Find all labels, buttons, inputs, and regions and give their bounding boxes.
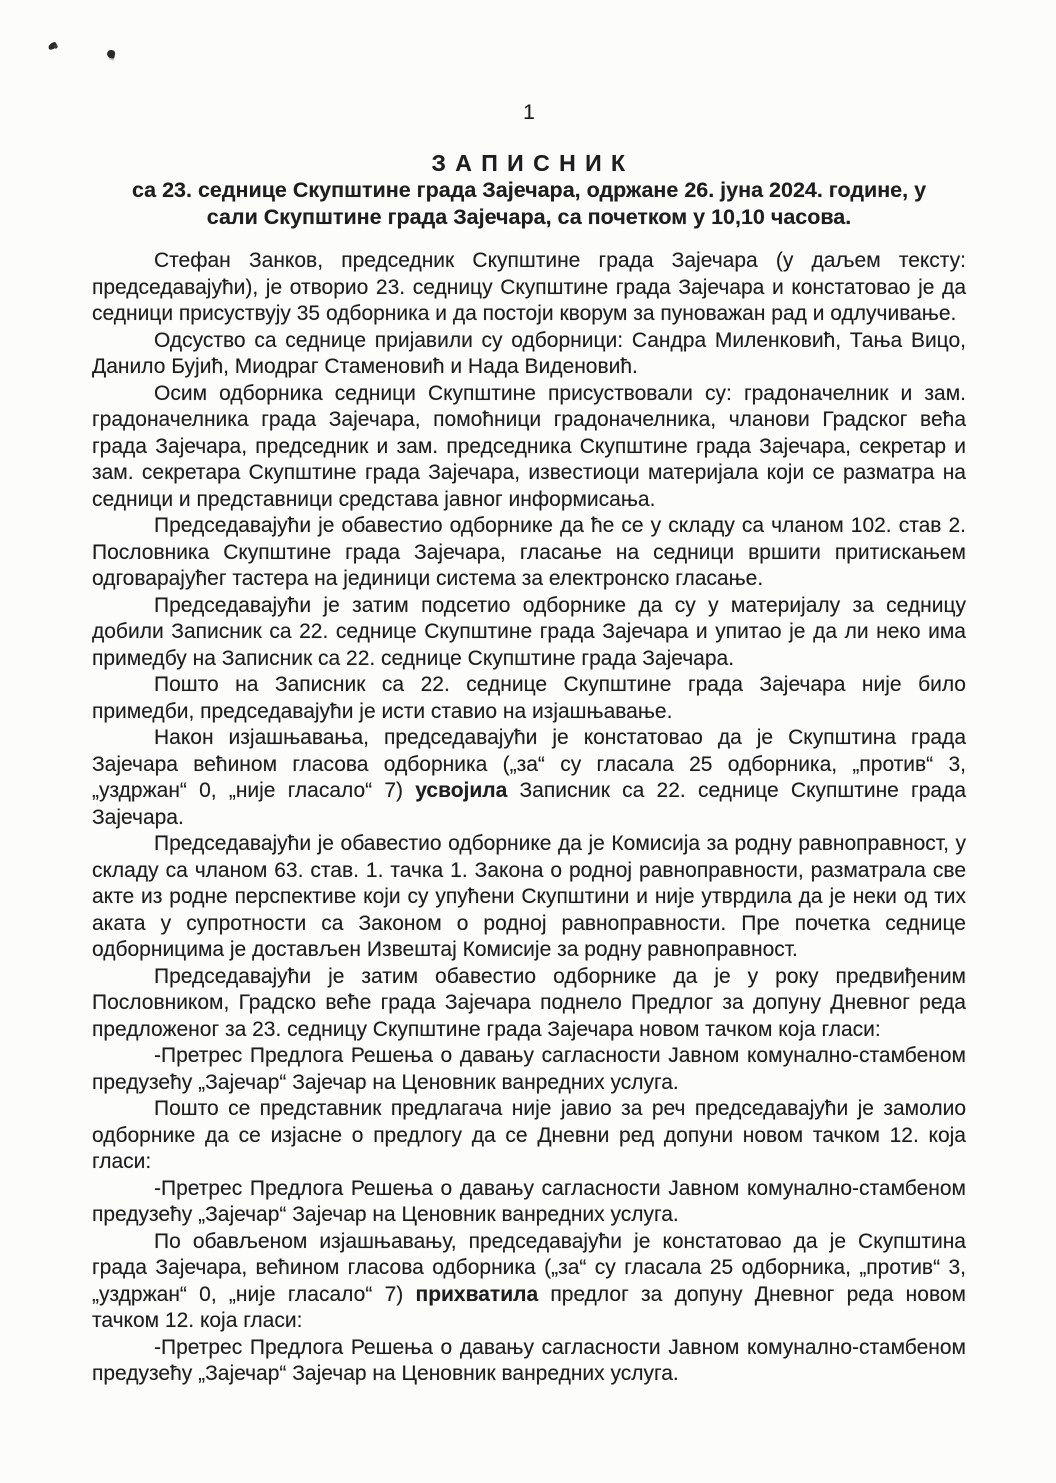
paragraph (92, 248, 966, 328)
paragraph (92, 1043, 966, 1096)
paragraph (92, 672, 966, 725)
paragraph (92, 1335, 966, 1388)
paragraph (92, 593, 966, 673)
paragraph-text: -Претрес Предлога Решења о давању сагласности Јавном комунално-стамбеном предузећу „Зајечар“ Зајечар на Ценовник ванредних услуга. (92, 1176, 966, 1226)
paragraph-text: Стефан Занков, председник Скупштине града Зајечара (у даљем тексту: председавајући), је отворио 23. седницу Скупштине града Зајечара и констатовао је да седници присуствују 35 одборника и да постоји кворум за пуноважан рад и одлучивање. (92, 249, 966, 325)
paragraph-text: Председавајући је затим подсетио одборнике да су у материјалу за седницу добили Записник са 22. седнице Скупштине града Зајечара и упитао је да ли неко има примедбу на Записник са 22. седнице Скупштине града Зајечара. (92, 593, 966, 670)
paragraph (92, 831, 966, 964)
paragraph-text: -Претрес Предлога Решења о давању сагласности Јавном комунално-стамбеном предузећу „Зајечар“ Зајечар на Ценовник ванредних услуга. (92, 1044, 966, 1094)
paragraph-text: Пошто се представник предлагача није јавио за реч председавајући је замолио одборнике да се изјасне о предлогу да се Дневни ред допуни новом тачком 12. која гласи: (92, 1097, 966, 1173)
paragraph-text: Пошто на Записник са 22. седнице Скупштине града Зајечара није било примедби, председавајући је исти ставио на изјашњавање. (92, 673, 966, 723)
paragraph (92, 725, 966, 831)
paragraph (92, 1176, 966, 1229)
paragraph-text: предлог за допуну Дневног реда новом тачком 12. која гласи: (92, 1282, 966, 1332)
paragraph-text: Председавајући је обавестио одборнике да ће се у складу са чланом 102. став 2. Пословника Скупштине града Зајечара, гласање на седници вршити притискањем одговарајућег тастера на јединици система за електронско гласање. (92, 514, 966, 590)
document-title: З А П И С Н И К (431, 150, 627, 176)
document-subtitle (92, 177, 966, 231)
paragraph-text: Председавајући је обавестио одборнике да је Комисија за родну равноправност, у складу са чланом 63. став. 1. тачка 1. Закона о родној равноправности, разматрала све акте из родне перспективе који су упућени Скупштини и није утврдила да је неки од тих аката у супротности са Законом о родној равноправности. Пре почетка седнице одборницима је достављен Извештај Комисије за родну равноправност. (92, 832, 966, 961)
paragraph-text: Након изјашњавања, председавајући је констатовао да је Скупштина града Зајечара већином гласова одборника („за“ су гласала 25 одборника, „против“ 3, „уздржан“ 0, „није гласало“ 7) (92, 726, 966, 802)
paragraph (92, 381, 966, 514)
page-number: 1 (523, 101, 535, 124)
vote-result-emphasis: прихватила (415, 1282, 539, 1306)
paragraph-text: Осим одборника седници Скупштине присуствовали су: градоначелник и зам. градоначелника града Зајечара, помоћници градоначелника, чланови Градског већа града Зајечара, председник и зам. председника Скупштине града Зајечара, секретар и зам. секретара Скупштине града Зајечара, известиоци материјала који се разматра на седници и представници средстава јавног информисања. (92, 381, 966, 511)
document-body (92, 248, 966, 1388)
paragraph (92, 964, 966, 1044)
paragraph-text: Одсуство са седнице пријавили су одборници: Сандра Миленковић, Тања Вицо, Данило Бујић, Миодраг Стаменовић и Нада Виденовић. (92, 328, 966, 378)
paragraph (92, 1229, 966, 1335)
paragraph-text: Председавајући је затим обавестио одборнике да је у року предвиђеним Пословником, Градско веће града Зајечара поднело Предлог за допуну Дневног реда предложеног за 23. седницу Скупштине града Зајечара новом тачком која гласи: (92, 964, 966, 1041)
paragraph-text: -Претрес Предлога Решења о давању сагласности Јавном комунално-стамбеном предузећу „Зајечар“ Зајечар на Ценовник ванредних услуга. (92, 1335, 966, 1385)
paragraph-text: По обављеном изјашњавању, председавајући је констатовао да је Скупштина града Зајечара, већином гласова одборника („за“ су гласала 25 одборника, „против“ 3, „уздржан“ 0, „није гласало“ 7) (92, 1229, 966, 1306)
paragraph (92, 1096, 966, 1176)
paragraph-text: Записник са 22. седнице Скупштине града Зајечара. (92, 779, 966, 829)
paragraph (92, 328, 966, 381)
subtitle-line: сали Скупштине града Зајечара, са почетком у 10,10 часова. (206, 205, 852, 229)
vote-result-emphasis: усвојила (415, 779, 508, 802)
paragraph (92, 513, 966, 593)
subtitle-line: са 23. седнице Скупштине града Зајечара, одржане 26. јуна 2024. године, у (131, 178, 927, 202)
